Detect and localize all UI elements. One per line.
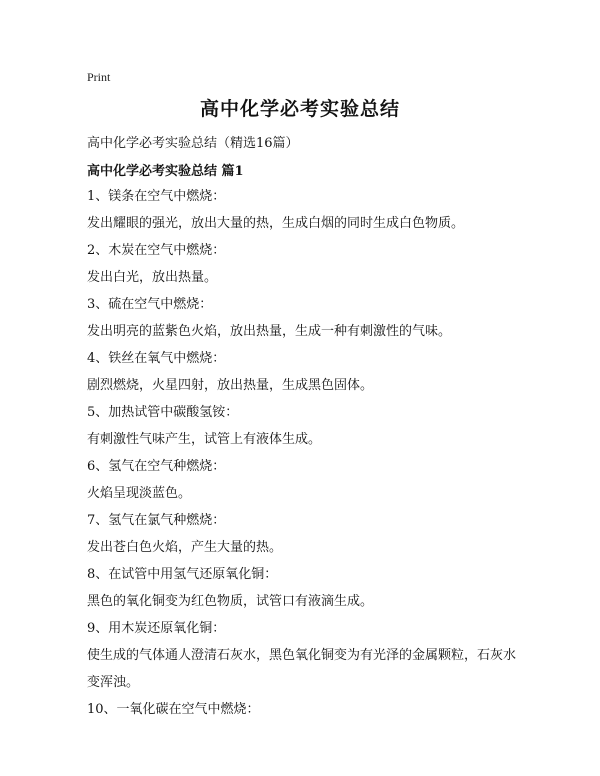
item-title: 1、镁条在空气中燃烧： <box>87 189 226 204</box>
content-list <box>87 183 527 723</box>
item-title: 6、氢气在空气种燃烧： <box>87 459 226 474</box>
item-title: 5、加热试管中碳酸氢铵： <box>87 405 239 420</box>
list-item <box>87 453 527 507</box>
list-item <box>87 696 527 723</box>
page-title: 高中化学必考实验总结 <box>199 98 400 120</box>
item-text: 发出苍白色火焰，产生大量的热。 <box>87 540 283 555</box>
item-title: 4、铁丝在氧气中燃烧： <box>87 351 226 366</box>
item-title: 7、氢气在氯气种燃烧： <box>87 513 226 528</box>
item-title: 2、木炭在空气中燃烧： <box>87 243 226 258</box>
section-heading: 高中化学必考实验总结 篇1 <box>87 164 244 179</box>
item-text: 剧烈燃烧，火星四射，放出热量，生成黑色固体。 <box>87 378 374 393</box>
item-text: 有刺激性气味产生，试管上有液体生成。 <box>87 432 322 447</box>
list-item <box>87 399 527 453</box>
item-text: 黑色的氧化铜变为红色物质，试管口有液滴生成。 <box>87 594 374 609</box>
list-item <box>87 615 527 696</box>
item-title: 9、用木炭还原氧化铜： <box>87 621 226 636</box>
item-text: 发出白光，放出热量。 <box>87 270 218 285</box>
item-text: 使生成的气体通人澄清石灰水，黑色氧化铜变为有光泽的金属颗粒，石灰水变浑浊。 <box>87 648 517 690</box>
item-text: 发出耀眼的强光，放出大量的热，生成白烟的同时生成白色物质。 <box>87 216 465 231</box>
print-label: Print <box>87 70 111 84</box>
list-item <box>87 507 527 561</box>
list-item <box>87 345 527 399</box>
list-item <box>87 237 527 291</box>
subtitle: 高中化学必考实验总结（精选16篇） <box>87 136 299 151</box>
item-title: 8、在试管中用氢气还原氧化铜： <box>87 567 278 582</box>
item-text: 发出明亮的蓝紫色火焰，放出热量，生成一种有刺激性的气味。 <box>87 324 452 339</box>
list-item <box>87 183 527 237</box>
item-text: 火焰呈现淡蓝色。 <box>87 486 192 501</box>
list-item <box>87 561 527 615</box>
item-title: 10、一氧化碳在空气中燃烧： <box>87 702 260 717</box>
item-title: 3、硫在空气中燃烧： <box>87 297 213 312</box>
list-item <box>87 291 527 345</box>
